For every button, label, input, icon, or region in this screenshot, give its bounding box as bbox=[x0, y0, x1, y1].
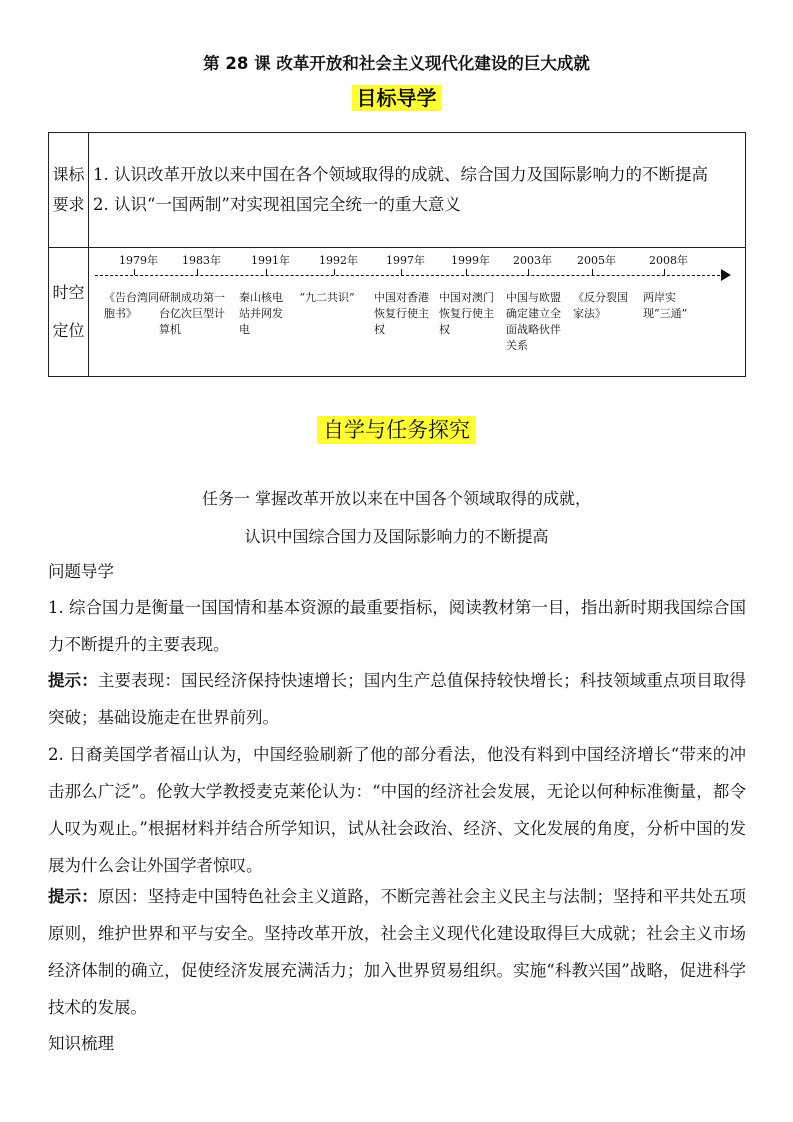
lesson-title: 第 28 课 改革开放和社会主义现代化建设的巨大成就 bbox=[203, 54, 590, 73]
hint-label-2: 提示： bbox=[48, 887, 98, 906]
task-heading-line-1: 任务一 掌握改革开放以来在中国各个领域取得的成就， bbox=[201, 489, 592, 508]
timeline-year-4: 1992年 bbox=[319, 254, 358, 267]
requirements-label-line-2: 要求 bbox=[52, 195, 85, 214]
timeline-year-1: 1979年 bbox=[119, 254, 158, 267]
timeline-year-9: 2008年 bbox=[649, 254, 688, 267]
requirements-content bbox=[89, 133, 746, 248]
requirement-item-1: 1. 认识改革开放以来中国在各个领域取得的成就、综合国力及国际影响力的不断提高 bbox=[93, 165, 708, 184]
answer-1-text: 主要表现：国民经济保持快速增长；国内生产总值保持较快增长；科技领域重点项目取得突破；基础设施走在世界前列。 bbox=[48, 671, 747, 727]
question-2: 2. 日裔美国学者福山认为，中国经验刷新了他的部分看法，他没有料到中国经济增长“带来的冲击那么广泛”。伦敦大学教授麦克莱伦认为：“中国的经济社会发展，无论以何种标准衡量，都令人叹为观止。”根据材料并结合所学知识，试从社会政治、经济、文化发展的角度，分析中国的发展为什么会让外国学者惊叹。 bbox=[48, 745, 746, 875]
timeline-year-5: 1997年 bbox=[386, 254, 425, 267]
section-heading-study-text: 自学与任务探究 bbox=[317, 416, 476, 444]
timeline-event-5: 中国对香港恢复行使主权 bbox=[374, 291, 429, 336]
requirement-item-2: 2. 认识“一国两制”对实现祖国完全统一的重大意义 bbox=[93, 195, 461, 214]
timeline-year-6: 1999年 bbox=[451, 254, 490, 267]
requirements-label-line-1: 课标 bbox=[52, 165, 85, 184]
task-heading-line-2: 认识中国综合国力及国际影响力的不断提高 bbox=[244, 527, 549, 546]
timeline-event-3: 秦山核电站并网发电 bbox=[239, 291, 283, 336]
timeline-label-line-2: 定位 bbox=[52, 321, 85, 340]
timeline-tick-4 bbox=[334, 269, 335, 275]
timeline-event-9: 两岸实现“三通” bbox=[643, 291, 688, 320]
answer-2-text: 原因：坚持走中国特色社会主义道路，不断完善社会主义民主与法制；坚持和平共处五项原则，维护世界和平与安全。坚持改革开放，社会主义现代化建设取得巨大成就；社会主义市场经济体制的确立，促使经济发展充满活力；加入世界贸易组织。实施“科教兴国”战略，促进科学技术的发展。 bbox=[48, 887, 747, 1017]
timeline-event-1: 《告台湾同胞书》 bbox=[104, 291, 159, 320]
timeline-label-line-1: 时空 bbox=[52, 283, 85, 302]
answer-2 bbox=[48, 878, 746, 1026]
timeline-axis bbox=[95, 275, 725, 276]
timeline-year-7: 2003年 bbox=[513, 254, 552, 267]
question-1: 1. 综合国力是衡量一国国情和基本资源的最重要指标，阅读教材第一目，指出新时期我国综合国力不断提升的主要表现。 bbox=[48, 598, 746, 654]
hint-label-1: 提示： bbox=[48, 671, 98, 690]
timeline-event-8: 《反分裂国家法》 bbox=[573, 291, 628, 320]
requirements-row bbox=[49, 133, 746, 248]
timeline-year-3: 1991年 bbox=[251, 254, 290, 267]
arrow-right-icon bbox=[721, 269, 731, 281]
timeline-tick-5 bbox=[401, 269, 402, 275]
timeline-diagram bbox=[89, 248, 745, 376]
guide-label: 问题导学 bbox=[48, 562, 114, 581]
requirements-label-cell bbox=[49, 133, 89, 248]
timeline-label-cell bbox=[49, 248, 89, 377]
timeline-row bbox=[49, 248, 746, 377]
timeline-tick-7 bbox=[528, 269, 529, 275]
timeline-tick-6 bbox=[466, 269, 467, 275]
timeline-event-6: 中国对澳门恢复行使主权 bbox=[439, 291, 494, 336]
timeline-tick-2 bbox=[197, 269, 198, 275]
timeline-event-7: 中国与欧盟确定建立全面战略伙伴关系 bbox=[506, 291, 561, 352]
knowledge-label: 知识梳理 bbox=[48, 1034, 114, 1053]
section-heading-goals-text: 目标导学 bbox=[352, 85, 442, 111]
timeline-tick-3 bbox=[266, 269, 267, 275]
timeline-tick-9 bbox=[664, 269, 665, 275]
overview-table bbox=[48, 132, 746, 377]
section-heading-goals bbox=[0, 82, 793, 111]
answer-1 bbox=[48, 662, 746, 736]
timeline-tick-1 bbox=[134, 269, 135, 275]
section-heading-study bbox=[0, 414, 793, 444]
timeline-tick-8 bbox=[592, 269, 593, 275]
timeline-event-4: “九二共识” bbox=[299, 291, 355, 304]
timeline-content bbox=[89, 248, 746, 377]
timeline-year-2: 1983年 bbox=[182, 254, 221, 267]
timeline-event-2: 研制成功第一台亿次巨型计算机 bbox=[159, 291, 225, 336]
timeline-year-8: 2005年 bbox=[577, 254, 616, 267]
